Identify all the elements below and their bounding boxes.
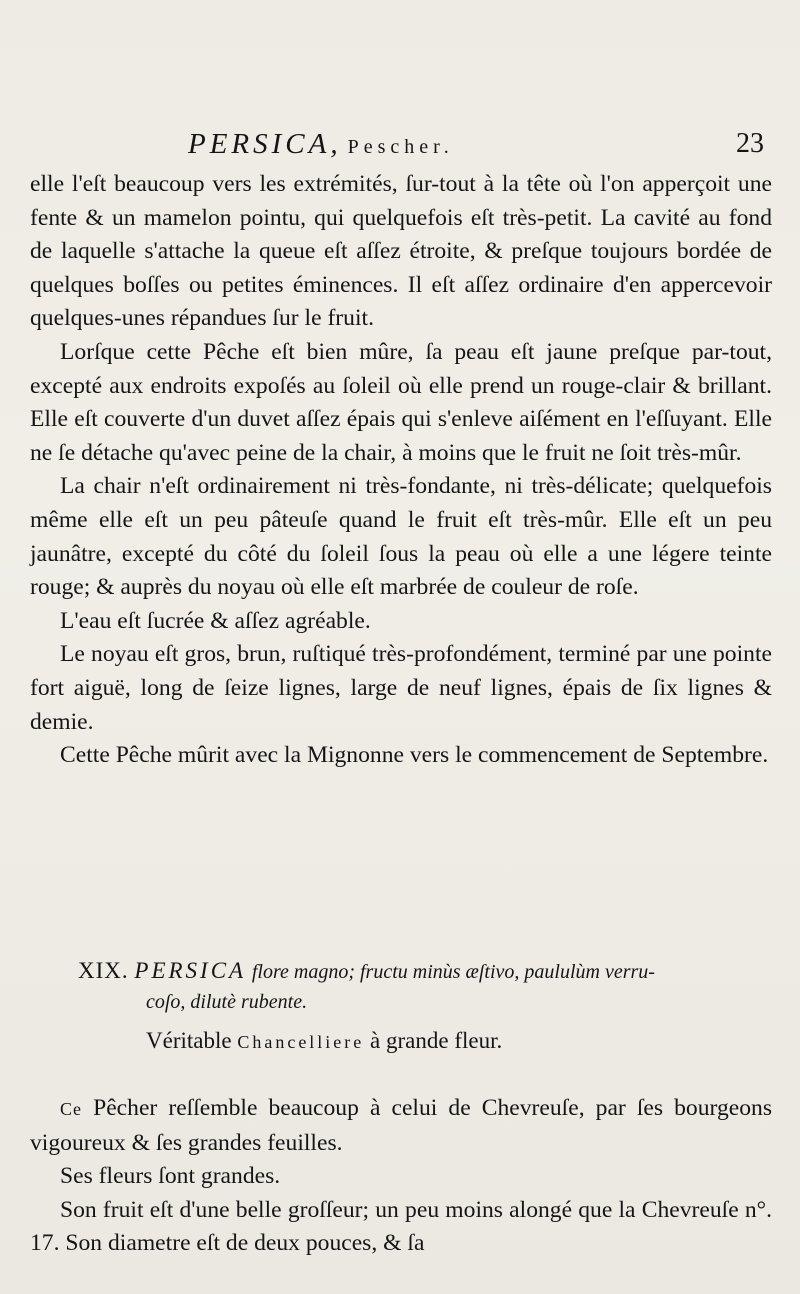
running-title bbox=[188, 128, 454, 161]
entry-description: flore magno; fructu minùs æſtivo, paululùm verru- bbox=[251, 961, 655, 983]
paragraph: L'eau eſt ſucrée & aſſez agréable. bbox=[60, 607, 371, 634]
paragraph-lead: Ce bbox=[60, 1099, 82, 1119]
running-title-latin: PERSICA, bbox=[188, 128, 342, 160]
variety-entry-heading bbox=[78, 956, 784, 1017]
paragraph: Ses fleurs ſont grandes. bbox=[60, 1163, 281, 1190]
page-number: 23 bbox=[736, 128, 764, 159]
variety-name bbox=[146, 1028, 766, 1054]
main-text bbox=[30, 168, 772, 773]
paragraph: Son fruit eſt d'une belle groſſeur; un peu moins alongé que la Chevreuſe n°. 17. Son diametre eſt de deux pouces, & ſa bbox=[30, 1196, 772, 1257]
running-title-french: Pescher. bbox=[347, 136, 454, 158]
entry-text bbox=[30, 1092, 772, 1261]
variety-suffix: à grande fleur. bbox=[370, 1028, 503, 1053]
entry-description-continued: coſo, dilutè rubente. bbox=[146, 991, 308, 1013]
paragraph: Cette Pêche mûrit avec la Mignonne vers le commencement de Septembre. bbox=[60, 742, 769, 769]
page-header bbox=[0, 128, 800, 168]
paragraph: elle l'eſt beaucoup vers les extrémités, ſur-tout à la tête où l'on apperçoit une fente & un mamelon pointu, qui quelquefois eſt très-petit. La cavité au fond de laquelle s'attache la queue eſt aſſez étroite, & preſque toujours bordée de quelques boſſes ou petites éminences. Il eſt aſſez ordinaire d'en appercevoir quelques-unes répandues ſur le fruit. bbox=[30, 171, 772, 332]
paragraph: Lorſque cette Pêche eſt bien mûre, ſa peau eſt jaune preſque par-tout, excepté aux endroits expoſés au ſoleil où elle prend un rouge-clair & brillant. Elle eſt couverte d'un duvet aſſez épais qui s'enleve aiſément en l'eſſuyant. Elle ne ſe détache qu'avec peine de la chair, à moins que le fruit ne ſoit très-mûr. bbox=[30, 338, 772, 466]
paragraph bbox=[30, 1092, 772, 1160]
entry-number: XIX. bbox=[78, 958, 129, 983]
entry-genus: PERSICA bbox=[134, 958, 247, 983]
variety-caps: Chancelliere bbox=[237, 1032, 365, 1052]
variety-prefix: Véritable bbox=[146, 1028, 232, 1053]
paragraph: La chair n'eſt ordinairement ni très-fondante, ni très-délicate; quelquefois même elle eſt un peu pâteuſe quand le fruit eſt très-mûr. Elle eſt un peu jaunâtre, excepté du côté du ſoleil ſous la peau où elle a une légere teinte rouge; & auprès du noyau où elle eſt marbrée de couleur de roſe. bbox=[30, 473, 772, 601]
paragraph-text: Pêcher reſſemble beaucoup à celui de Chevreuſe, par ſes bourgeons vigoureux & ſes grandes feuilles. bbox=[30, 1095, 772, 1156]
paragraph: Le noyau eſt gros, brun, ruſtiqué très-profondément, terminé par une pointe fort aiguë, long de ſeize lignes, large de neuf lignes, épais de ſix lignes & demie. bbox=[30, 641, 772, 735]
